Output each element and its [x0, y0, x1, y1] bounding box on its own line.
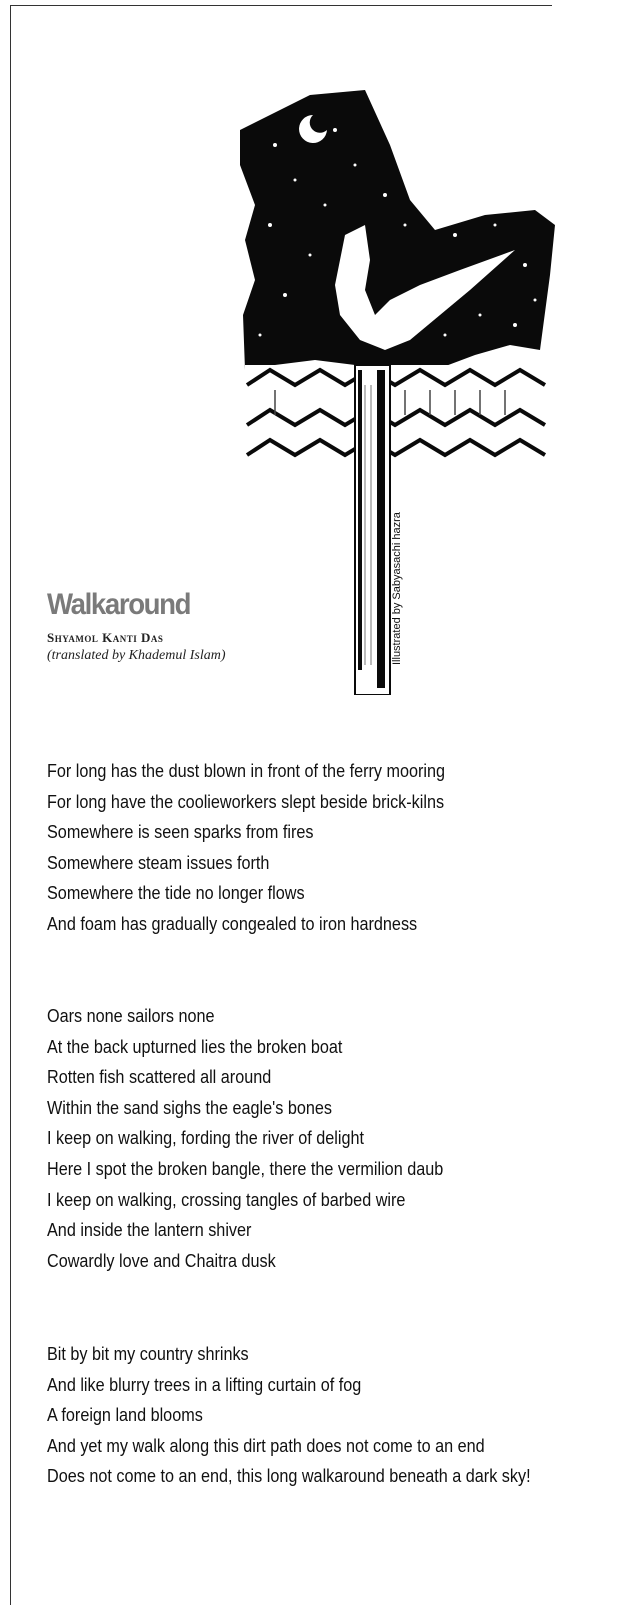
poem-line: For long has the dust blown in front of the ferry mooring: [47, 761, 446, 781]
poem-line: Somewhere is seen sparks from fires: [47, 822, 314, 843]
poem-line: Here I spot the broken bangle, there the vermilion daub: [47, 1158, 444, 1179]
poem-line: And like blurry trees in a lifting curtain of fog: [47, 1374, 362, 1395]
poem-title: Walkaround: [47, 588, 191, 621]
poem-line: For long have the coolieworkers slept beside brick-kilns: [47, 791, 445, 812]
poem-line: Somewhere the tide no longer flows: [47, 883, 305, 904]
poem-line: And foam has gradually congealed to iron hardness: [47, 913, 418, 934]
poem-line: And inside the lantern shiver: [47, 1220, 252, 1241]
poem-line: At the back upturned lies the broken boat: [47, 1036, 343, 1057]
poem-author: Shyamol Kanti Das: [47, 630, 164, 645]
poem-line: A foreign land blooms: [47, 1405, 203, 1426]
poem-line: I keep on walking, fording the river of delight: [47, 1128, 364, 1149]
poem-line: Somewhere steam issues forth: [47, 852, 270, 873]
poem-line: Bit by bit my country shrinks: [47, 1344, 249, 1364]
stanza-2: [47, 1001, 487, 1276]
poem-line: Cowardly love and Chaitra dusk: [47, 1250, 276, 1271]
poem-line: Rotten fish scattered all around: [47, 1067, 272, 1088]
stanza-3: [47, 1339, 584, 1492]
stanza-1: [47, 756, 489, 940]
poem-line: I keep on walking, crossing tangles of barbed wire: [47, 1189, 406, 1210]
poem-translator: (translated by Khademul Islam): [47, 648, 226, 663]
poem-line: Oars none sailors none: [47, 1006, 215, 1026]
page-border-left: [10, 5, 11, 1605]
page-border-top: [10, 5, 552, 6]
poem-line: Within the sand sighs the eagle's bones: [47, 1097, 332, 1118]
illustration-credit: Illustrated by Sabyasachi hazra: [391, 512, 403, 665]
poem-line: Does not come to an end, this long walkaround beneath a dark sky!: [47, 1466, 531, 1487]
ink-illustration: [215, 85, 560, 695]
poem-line: And yet my walk along this dirt path does not come to an end: [47, 1435, 485, 1456]
